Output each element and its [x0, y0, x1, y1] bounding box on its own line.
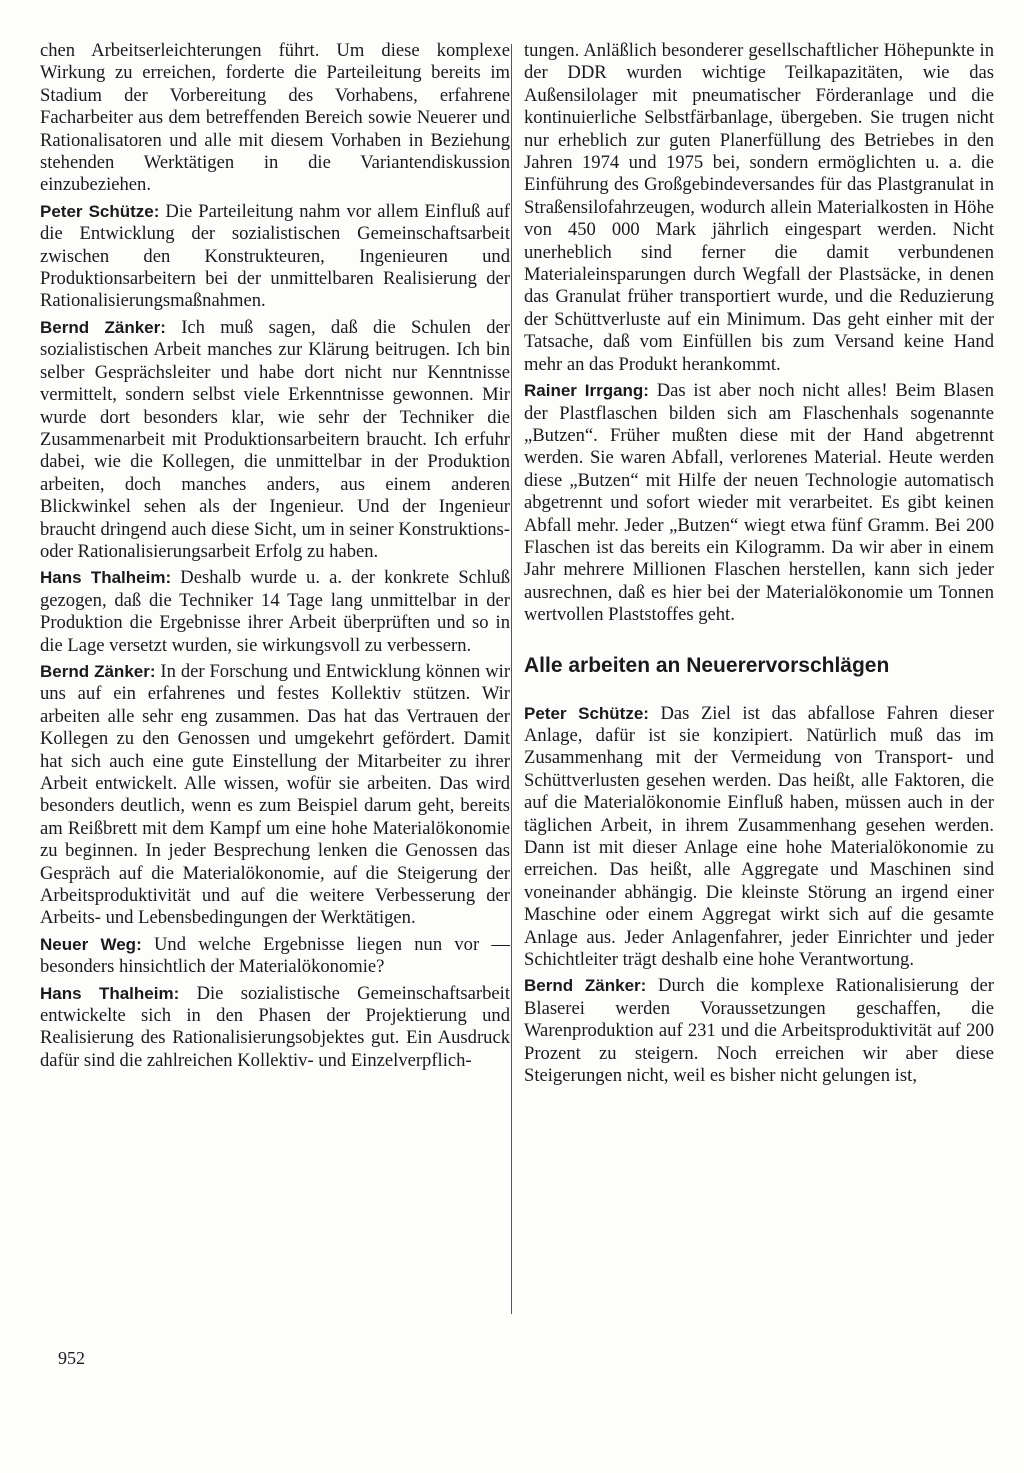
paragraph-text: Ich muß sagen, daß die Schulen der sozialistischen Arbeit manches zur Klärung beitrugen. Ich bin selber Gesprächsleiter und habe dort nicht nur Kenntnisse vermittelt, sondern selbst viele Erkenntnisse gewonnen. Mir wurde dort besonders klar, wie sehr der Techniker die Zusammenarbeit mit Produktionsarbeitern braucht. Ich erfuhr dabei, wie die Kollegen, die unmittelbar in der Produktion arbeiten, doch manches anders, aus einem anderen Blickwinkel sehen als der Ingenieur. Und der Ingenieur braucht dringend auch diese Sicht, um in seiner Konstruktions- oder Rationalisierungsarbeit Erfolg zu haben. [40, 316, 511, 562]
paragraph [524, 40, 994, 376]
paragraph [40, 567, 510, 657]
speaker-name: Bernd Zänker: [40, 661, 156, 681]
speaker-name: Neuer Weg: [40, 934, 142, 954]
paragraph [40, 661, 510, 930]
speaker-name: Hans Thalheim: [40, 983, 180, 1003]
speaker-name: Peter Schütze: [40, 201, 160, 221]
paragraph-text: Deshalb wurde u. a. der konkrete Schluß gezogen, daß die Techniker 14 Tage lang unmittelbar in der Produktion die Ergebnisse ihrer Arbeit überprüften und so in die Lage versetzt wurden, sie wirkungsvoll zu verbessern. [40, 567, 510, 656]
paragraph-text: Und welche Ergebnisse liegen nun vor — besonders hinsichtlich der Materialökonomie? [40, 933, 510, 978]
paragraph-text: Durch die komplexe Rationalisierung der Blaserei werden Voraussetzungen geschaffen, die Warenproduktion auf 231 und die Arbeitsproduktivität auf 200 Prozent zu steigern. Noch erreichen wir aber diese Steigerungen nicht, weil es bisher nicht gelungen ist, [524, 975, 995, 1087]
speaker-name: Hans Thalheim: [40, 568, 172, 588]
paragraph [40, 40, 510, 197]
paragraph [40, 934, 510, 979]
paragraph-text: Das Ziel ist das abfallose Fahren dieser Anlage, dafür ist sie konzipiert. Natürlich muß das im Zusammenhang mit der Vermeidung von Transport- und Schüttverlusten gesehen werden. Das heißt, alle Faktoren, die auf die Materialökonomie Einfluß haben, müssen auch in der täglichen Arbeit, in ihrem Zusammenhang gesehen werden. Dann ist mit dieser Anlage eine hohe Materialökonomie zu erreichen. Das heißt, alle Aggregate und Maschinen sind voneinander abhängig. Die kleinste Störung an irgend einer Maschine oder einem Aggregat wirkt sich auf die gesamte Anlage aus. Jeder Anlagenfahrer, jeder Einrichter und jeder Schichtleiter trägt deshalb eine hohe Verantwortung. [524, 702, 994, 971]
speaker-name: Rainer Irrgang: [524, 381, 649, 401]
page-number: 952 [58, 1348, 85, 1368]
speaker-name: Peter Schütze: [524, 703, 649, 723]
speaker-name: Bernd Zänker: [40, 317, 166, 337]
paragraph-text: tungen. Anläßlich besonderer gesellschaftlicher Höhepunkte in der DDR wurden wichtige Teilkapazitäten, wie das Außensilolager mit pneumatischer Förderanlage und die kontinuierliche Selbstfärbanlage, übergeben. Sie trugen nicht nur erheblich zur guten Planerfüllung des Betriebes in den Jahren 1974 und 1975 bei, sondern ermöglichten u. a. die Einführung des Großgebindeversandes für das Plastgranulat in Straßensilofahrzeugen, wodurch allein Materialkosten in Höhe von 450 000 Mark jährlich eingespart werden. Nicht unerheblich sind ferner die damit verbundenen Materialeinsparungen durch Wegfall der Plastsäcke, in denen das Granulat früher transportiert wurde, und die Reduzierung der Schüttverluste auf ein Minimum. Das geht einher mit der Tatsache, daß vom Einfüllen bis zum Versand keine Hand mehr an das Produkt herankommt. [524, 40, 994, 375]
paragraph-text: Die Parteileitung nahm vor allem Einfluß auf die Entwicklung der sozialistischen Gemeinschaftsarbeit zwischen den Konstrukteuren, Ingenieuren und Produktionsarbeitern bei der unmittelbaren Realisierung der Rationalisierungsmaßnahmen. [40, 200, 510, 312]
paragraph-text: chen Arbeitserleichterungen führt. Um diese komplexe Wirkung zu erreichen, forderte die Parteileitung bereits im Stadium der Vorbereitung des Vorhabens, erfahrene Facharbeiter aus dem betreffenden Bereich sowie Neuerer und Rationalisatoren und alle mit diesem Vorhaben in Beziehung stehenden Werktätigen in die Variantendiskussion einzubeziehen. [40, 40, 510, 196]
paragraph-text: In der Forschung und Entwicklung können wir uns auf ein erfahrenes und festes Kollektiv stützen. Wir arbeiten alle sehr eng zusammen. Das hat das Vertrauen der Kollegen zu den Genossen und umgekehrt gefördert. Damit hat sich auch eine gute Einstellung der Mitarbeiter zu ihrer Arbeit entwickelt. Alle wissen, wofür sie arbeiten. Das wird besonders deutlich, wenn es zum Beispiel darum geht, bereits am Reißbrett mit dem Kampf um eine hohe Materialökonomie zu beginnen. In jeder Besprechung lenken die Genossen das Gespräch auf die Materialökonomie, auf die Steigerung der Arbeitsproduktivität und auf die weitere Verbesserung der Arbeits- und Lebensbedingungen der Werktätigen. [40, 660, 511, 929]
speaker-name: Bernd Zänker: [524, 976, 647, 996]
left-column [40, 40, 510, 1076]
paragraph-text: Das ist aber noch nicht alles! Beim Blasen der Plastflaschen bilden sich am Flaschenhals sogenannte „Butzen“. Früher mußten diese mit der Hand abgetrennt werden. Sie waren Abfall, verlorenes Material. Heute werden diese „Butzen“ mit Hilfe der neuen Technologie automatisch abgetrennt und sofort wieder mit verarbeitet. Es gibt keinen Abfall mehr. Jeder „Butzen“ wiegt etwa fünf Gramm. Bei 200 Flaschen ist das bereits ein Kilogramm. Da wir aber in einem Jahr mehrere Millionen Flaschen herstellen, kann sich jeder ausrechnen, daß es hier bei der Materialökonomie um Tonnen wertvollen Plaststoffes geht. [524, 380, 994, 626]
paragraph [524, 975, 994, 1087]
paragraph [524, 380, 994, 626]
paragraph [40, 983, 510, 1073]
paragraph [40, 317, 510, 563]
right-column [524, 40, 994, 1091]
paragraph-text: Die sozialistische Gemeinschaftsarbeit entwickelte sich in den Phasen der Projektierung und Realisierung des Rationalisierungsobjektes gut. Ein Ausdruck dafür sind die zahlreichen Kollektiv- und Einzelverpflich- [40, 982, 510, 1071]
paragraph [40, 201, 510, 313]
section-heading: Alle arbeiten an Neuerervorschlägen [524, 653, 890, 677]
paragraph [524, 703, 994, 972]
column-divider [511, 44, 512, 1314]
